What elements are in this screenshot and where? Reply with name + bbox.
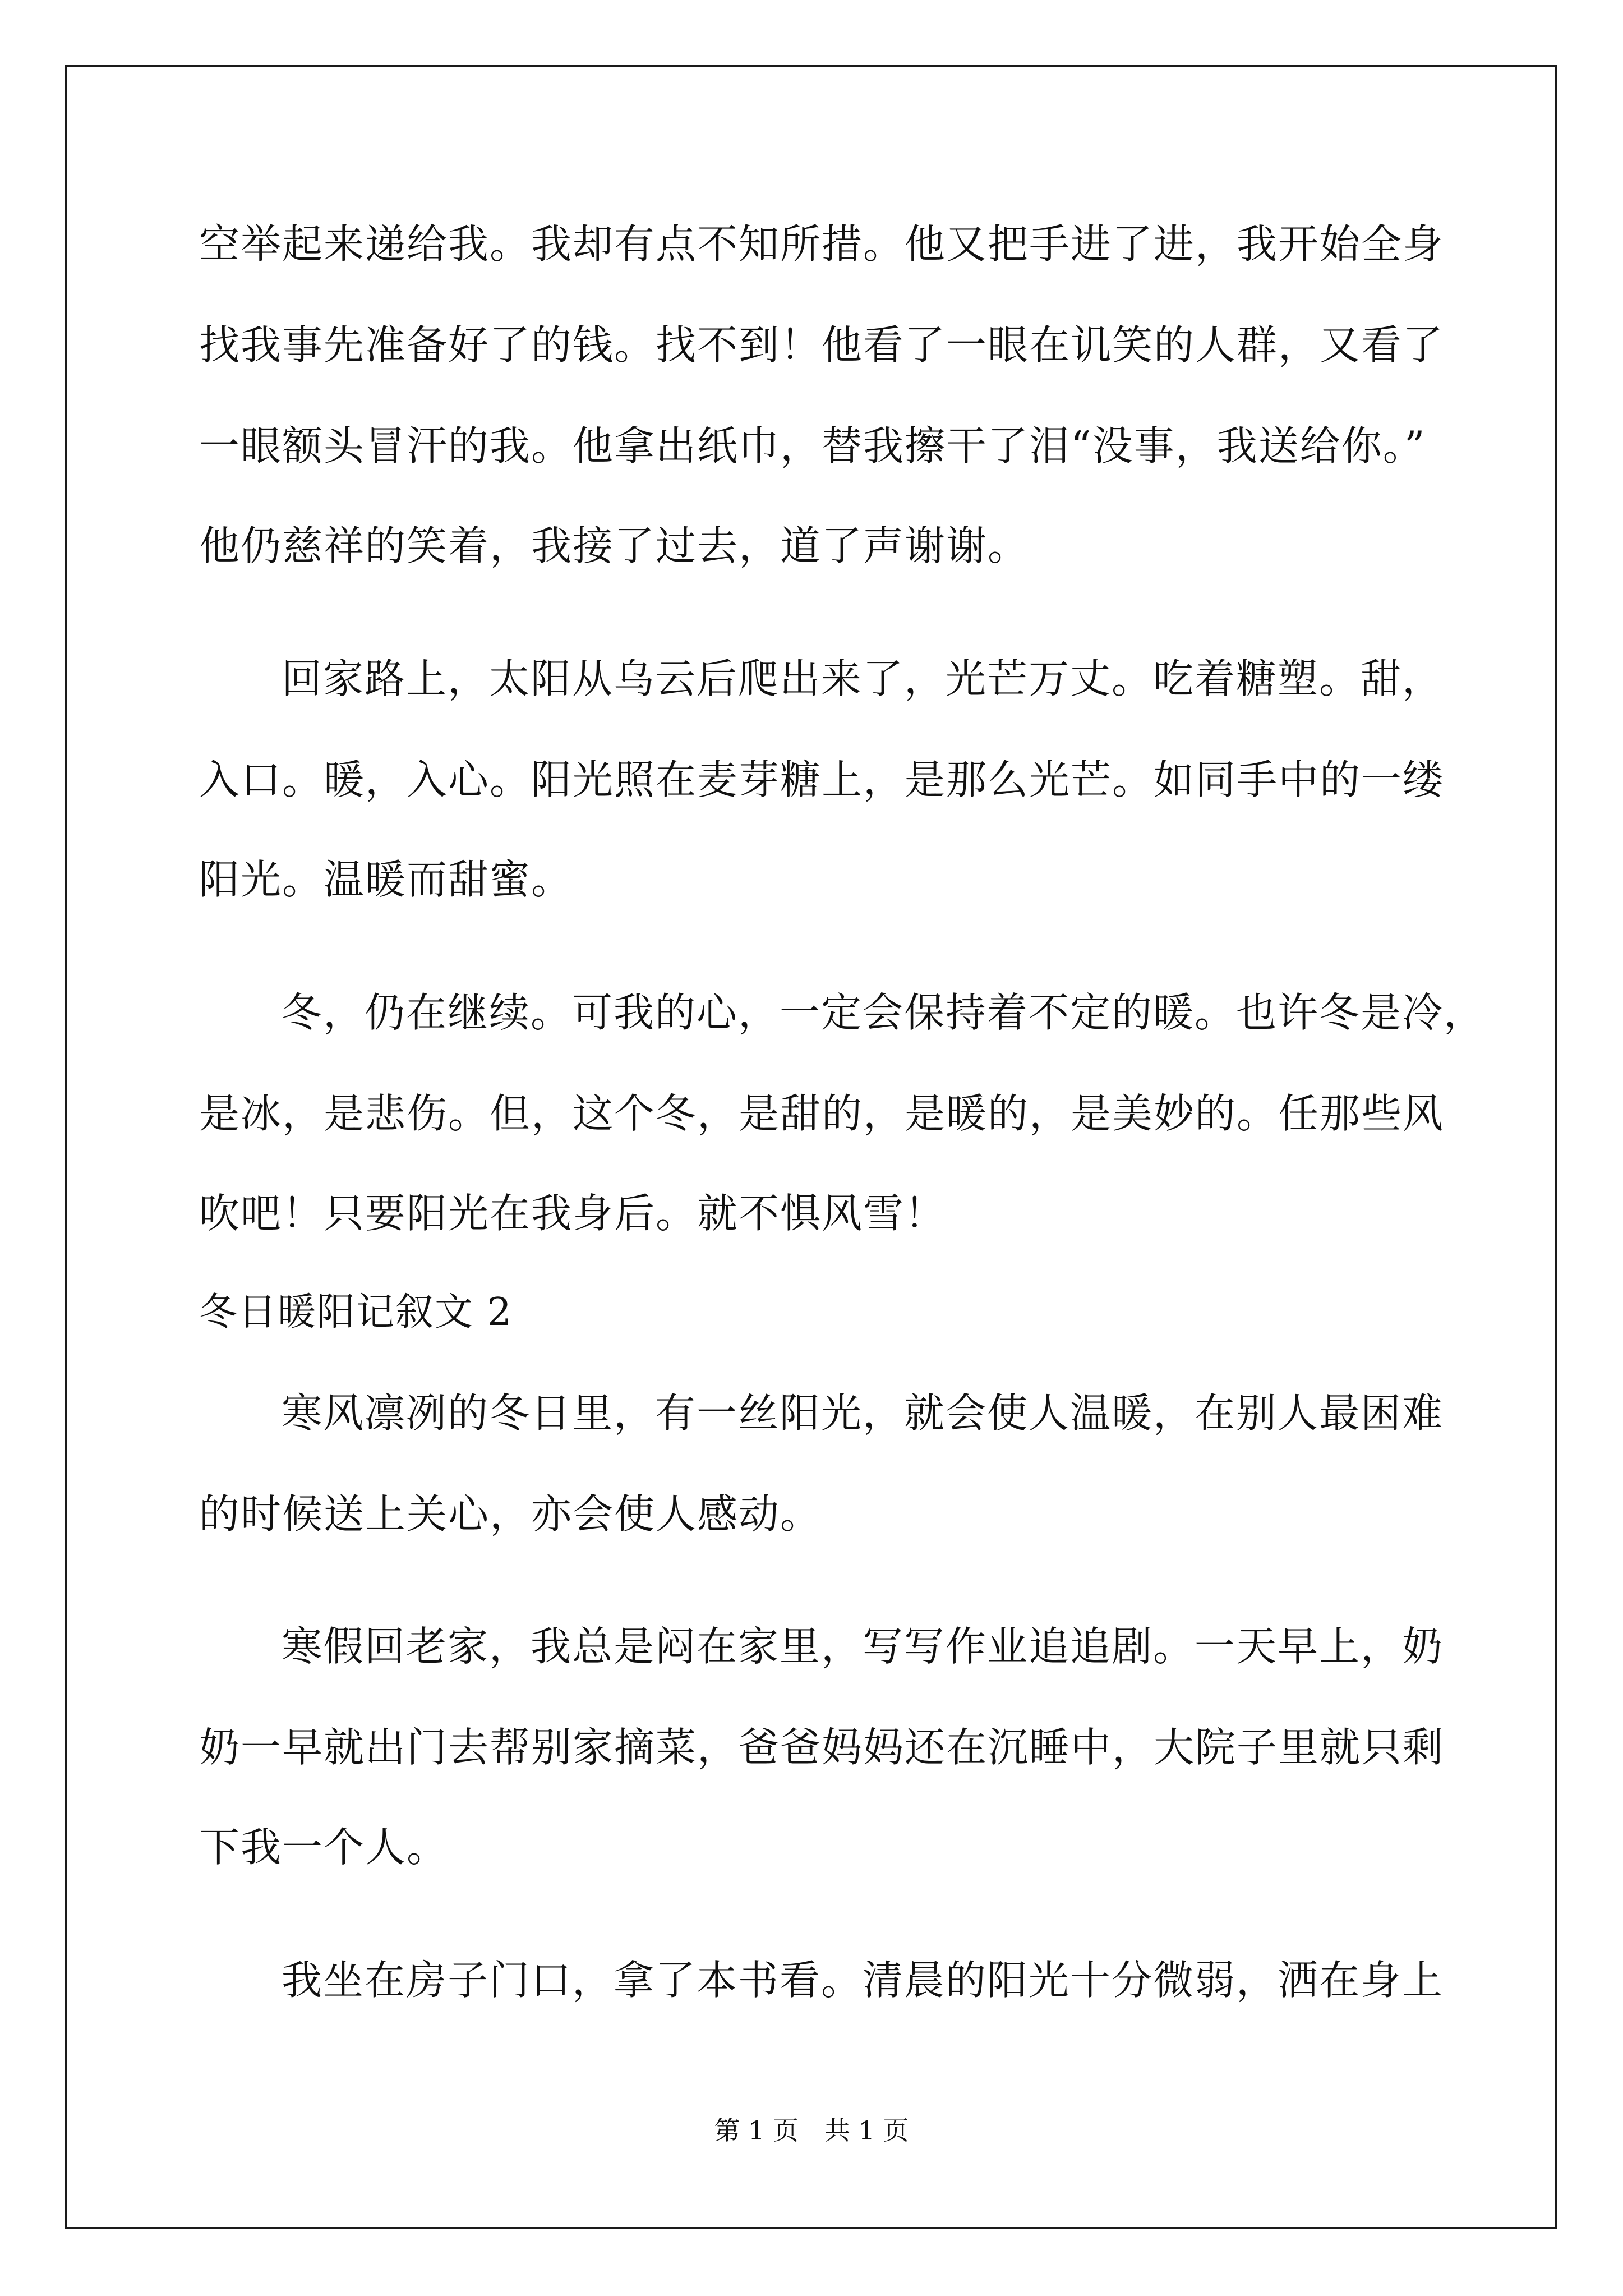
text-line: 阳光。温暖而甜蜜。 [199, 856, 573, 903]
text-line: 找我事先准备好了的钱。找不到！他看了一眼在讥笑的人群，又看了 [199, 321, 1445, 369]
section-heading: 冬日暖阳记叙文 2 [199, 1290, 513, 1335]
text-line: 他仍慈祥的笑着，我接了过去，道了声谢谢。 [199, 522, 1030, 569]
paragraph-start-line: 冬，仍在继续。可我的心，一定会保持着不定的暖。也许冬是冷， [282, 989, 1486, 1036]
paragraph-start-line: 回家路上，太阳从乌云后爬出来了，光芒万丈。吃着糖塑。甜， [282, 655, 1444, 702]
text-line: 是冰，是悲伤。但，这个冬，是甜的，是暖的，是美妙的。任那些风 [199, 1090, 1445, 1137]
text-line: 一眼额头冒汗的我。他拿出纸巾，替我擦干了泪“没事，我送给你。” [199, 422, 1426, 470]
paragraph-start-line: 我坐在房子门口，拿了本书看。清晨的阳光十分微弱，洒在身上 [282, 1957, 1444, 2004]
paragraph-start-line: 寒风凛冽的冬日里，有一丝阳光，就会使人温暖，在别人最困难 [282, 1389, 1444, 1437]
text-line: 空举起来递给我。我却有点不知所措。他又把手进了进，我开始全身 [199, 220, 1445, 268]
text-line: 下我一个人。 [199, 1824, 449, 1871]
text-line: 奶一早就出门去帮别家摘菜，爸爸妈妈还在沉睡中，大院子里就只剩 [199, 1724, 1445, 1771]
page-footer: 第 1 页 共 1 页 [714, 2115, 909, 2146]
paragraph-start-line: 寒假回老家，我总是闷在家里，写写作业追追剧。一天早上，奶 [282, 1623, 1444, 1670]
text-line: 的时候送上关心，亦会使人感动。 [199, 1490, 822, 1538]
text-line: 入口。暖，入心。阳光照在麦芽糖上，是那么光芒。如同手中的一缕 [199, 756, 1445, 803]
page-border [65, 65, 1557, 2229]
text-line: 吹吧！只要阳光在我身后。就不惧风雪！ [199, 1190, 947, 1237]
